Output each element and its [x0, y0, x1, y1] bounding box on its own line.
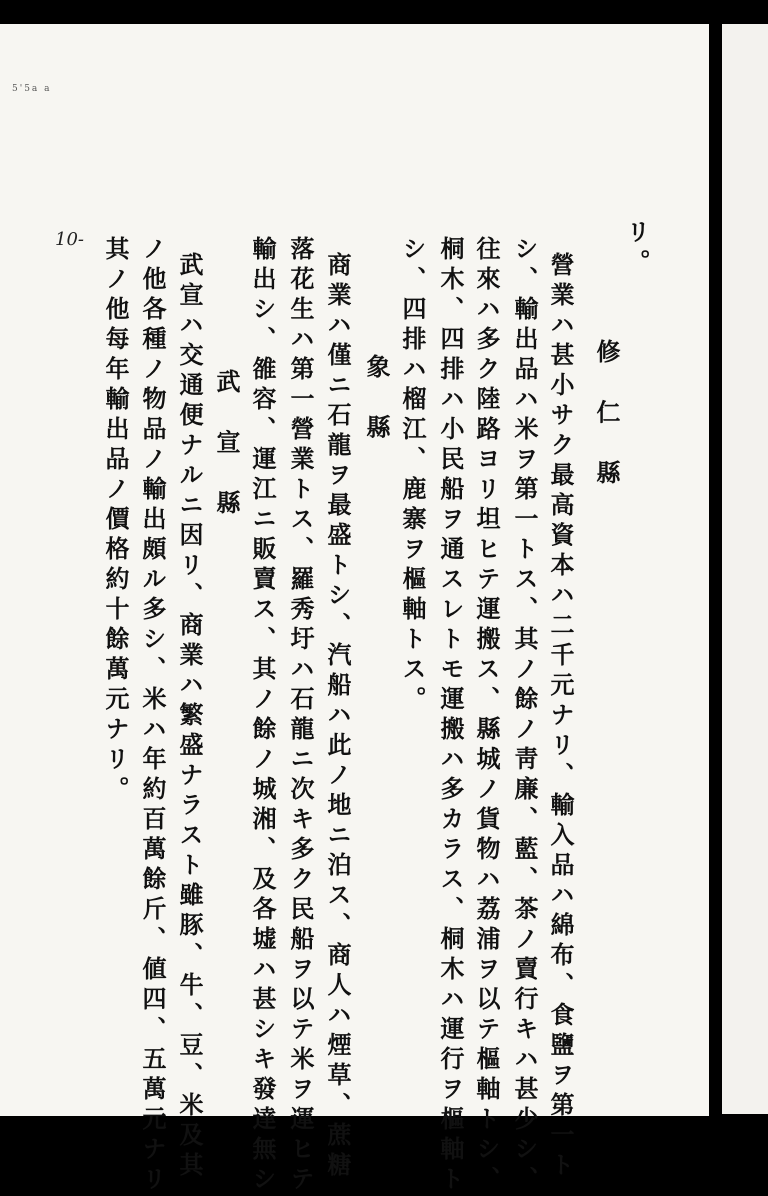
section-heading-xiang: 象 縣 — [362, 354, 391, 453]
text-column-3: 營業ハ甚小サク最高資本ハ二千元ナリ、輸入品ハ綿布、食鹽ヲ第一ト — [546, 252, 575, 1182]
section-heading-xiuren: 修 仁 縣 — [592, 339, 621, 498]
text-column-14: ノ他各種ノ物品ノ輸出頗ル多シ、米ハ年約百萬餘斤、値四、五萬元ナリ — [138, 236, 167, 1196]
document-page — [0, 24, 709, 1196]
page-number: 10- — [55, 229, 84, 250]
text-column-11: 輸出シ、雒容、運江ニ販賣ス、其ノ餘ノ城湘、及各墟ハ甚シキ發達無シ — [248, 236, 277, 1196]
text-column-13: 武宣ハ交通便ナルニ因リ、商業ハ繁盛ナラスト雖豚、牛、豆、米及其 — [175, 252, 204, 1182]
text-column-6: 桐木、四排ハ小民船ヲ通スレトモ運搬ハ多カラス、桐木ハ運行ヲ樞軸ト — [436, 236, 465, 1196]
adjacent-page-edge — [722, 24, 768, 1114]
text-column-10: 落花生ハ第一營業トス、羅秀圩ハ石龍ニ次キ多ク民船ヲ以テ米ヲ運ヒテ — [286, 236, 315, 1196]
section-heading-wuxuan: 武 宣 縣 — [212, 369, 241, 528]
text-column-5: 往來ハ多ク陸路ヨリ坦ヒテ運搬ス、縣城ノ貨物ハ荔浦ヲ以テ樞軸トシ、 — [472, 236, 501, 1196]
text-column-4: シ、輸出品ハ米ヲ第一トス、其ノ餘ノ靑廉、藍、茶ノ賣行キハ甚少シ、 — [510, 236, 539, 1196]
text-column-9: 商業ハ僅ニ石龍ヲ最盛トシ、汽船ハ此ノ地ニ泊ス、商人ハ煙草、蔗糖 — [323, 252, 352, 1182]
text-column-1: リ。 — [622, 219, 651, 279]
text-column-15: 其ノ他每年輸出品ノ價格約十餘萬元ナリ。 — [101, 236, 130, 806]
text-column-7: シ、四排ハ榴江、鹿寨ヲ樞軸トス。 — [398, 236, 427, 716]
scan-mark: 5'5a a — [12, 84, 52, 94]
